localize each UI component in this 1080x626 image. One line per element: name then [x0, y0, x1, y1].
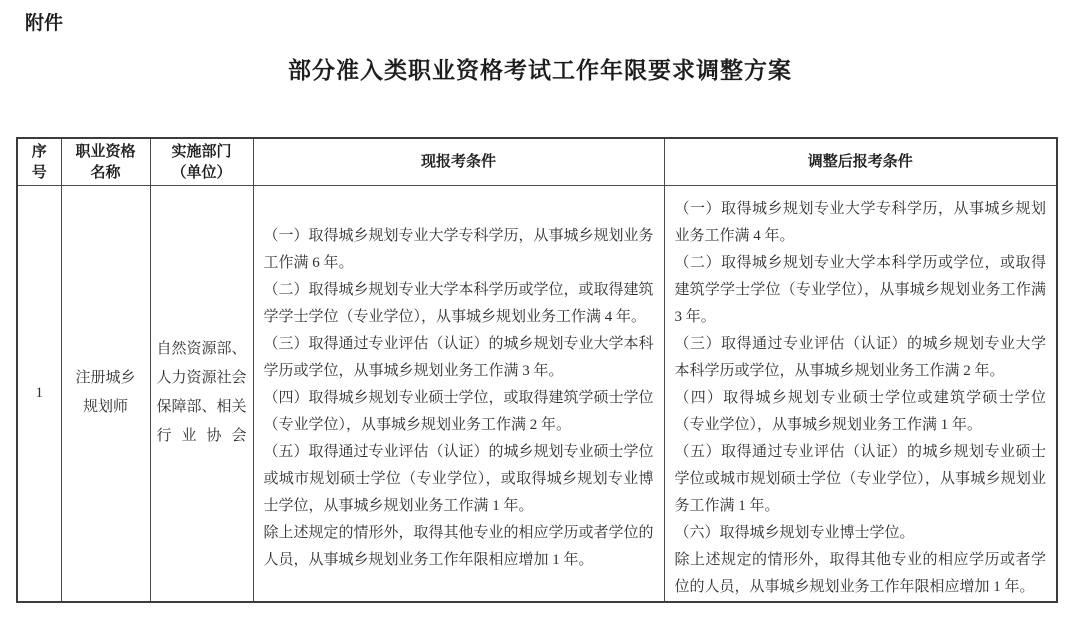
column-header-adjusted-conditions: 调整后报考条件	[664, 138, 1057, 185]
adjusted-conditions-cell	[664, 185, 1057, 602]
qualification-adjustment-table	[16, 137, 1058, 603]
current-condition-item-5: （五）取得通过专业评估（认证）的城乡规划专业硕士学位或城市规划硕士学位（专业学位），或取得城乡规划专业博士学位，从事城乡规划业务工作满 1 年。	[263, 443, 654, 514]
adjusted-condition-item-4: （四）取得城乡规划专业硕士学位或建筑学硕士学位（专业学位），从事城乡规划业务工作满 1 年。	[674, 389, 1046, 433]
qualification-name-text: 注册城乡规划师	[75, 370, 136, 415]
table-row	[17, 185, 1057, 602]
column-header-department-label: 实施部门（单位）	[171, 142, 232, 181]
current-condition-item-3: （三）取得通过专业评估（认证）的城乡规划专业大学本科学历或学位，从事城乡规划业务工作满 3 年。	[263, 335, 654, 379]
column-header-qualification-label: 职业资格名称	[75, 142, 136, 181]
column-header-index-label: 序号	[31, 142, 47, 181]
adjusted-condition-item-6: （六）取得城乡规划专业博士学位。	[674, 524, 915, 541]
attachment-label: 附件	[25, 13, 64, 34]
qualification-name-cell	[61, 185, 150, 602]
current-condition-item-1: （一）取得城乡规划专业大学专科学历，从事城乡规划业务工作满 6 年。	[263, 227, 654, 271]
column-header-index	[17, 138, 61, 185]
table-header-row	[17, 138, 1057, 185]
column-header-department	[150, 138, 253, 185]
current-condition-item-2: （二）取得城乡规划专业大学本科学历或学位，或取得建筑学学士学位（专业学位），从事城乡规划业务工作满 4 年。	[263, 281, 654, 325]
adjusted-condition-item-2: （二）取得城乡规划专业大学本科学历或学位，或取得建筑学学士学位（专业学位），从事城乡规划业务工作满 3 年。	[674, 254, 1046, 325]
column-header-current-conditions: 现报考条件	[253, 138, 664, 185]
adjusted-condition-item-3: （三）取得通过专业评估（认证）的城乡规划专业大学本科学历或学位，从事城乡规划业务工作满 2 年。	[674, 335, 1046, 379]
row-index-cell: 1	[17, 185, 61, 602]
current-conditions-cell	[253, 185, 664, 602]
current-condition-note: 除上述规定的情形外，取得其他专业的相应学历或者学位的人员，从事城乡规划业务工作年限相应增加 1 年。	[263, 524, 654, 568]
page-title: 部分准入类职业资格考试工作年限要求调整方案	[288, 57, 792, 83]
department-cell: 自然资源部、人力资源社会保障部、相关行业协会	[150, 185, 253, 602]
adjusted-condition-item-5: （五）取得通过专业评估（认证）的城乡规划专业硕士学位或城市规划硕士学位（专业学位），从事城乡规划业务工作满 1 年。	[674, 443, 1046, 514]
current-condition-item-4: （四）取得城乡规划专业硕士学位，或取得建筑学硕士学位（专业学位），从事城乡规划业务工作满 2 年。	[263, 389, 654, 433]
column-header-qualification	[61, 138, 150, 185]
adjusted-condition-note: 除上述规定的情形外，取得其他专业的相应学历或者学位的人员，从事城乡规划业务工作年限相应增加 1 年。	[674, 551, 1046, 595]
adjusted-condition-item-1: （一）取得城乡规划专业大学专科学历，从事城乡规划业务工作满 4 年。	[674, 200, 1046, 244]
